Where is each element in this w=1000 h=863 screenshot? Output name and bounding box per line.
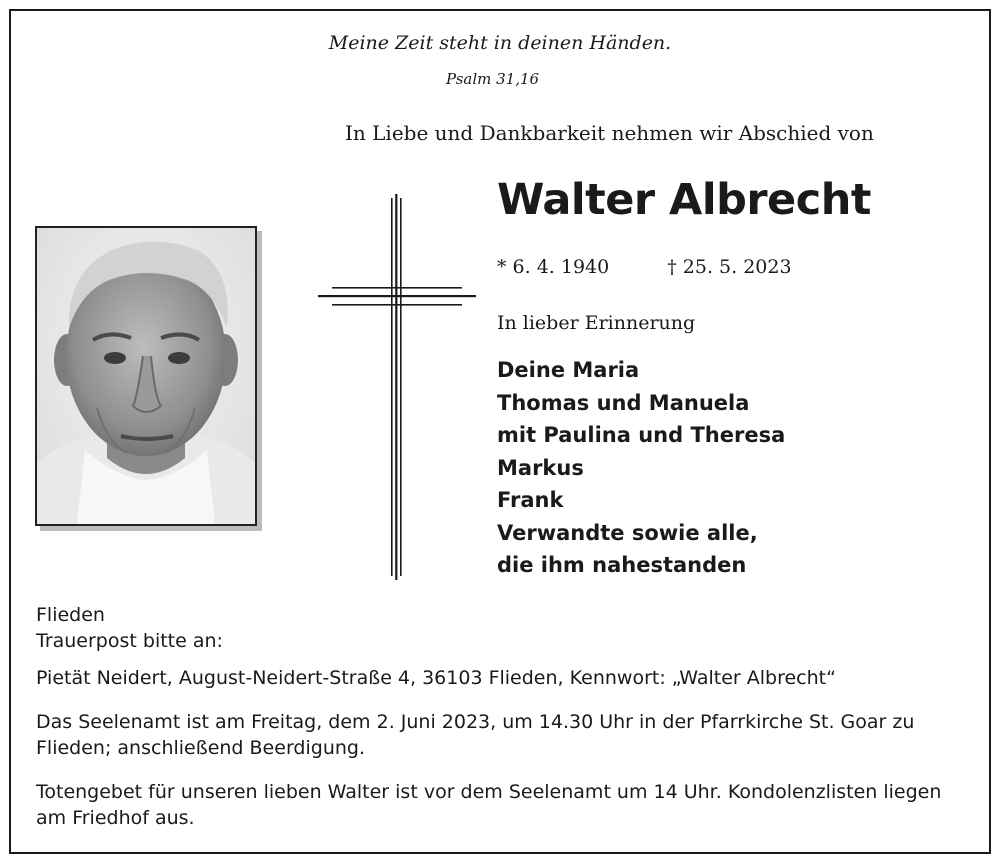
cross-icon xyxy=(318,194,476,580)
portrait-illustration xyxy=(37,228,255,524)
birth-date: * 6. 4. 1940 xyxy=(497,256,610,278)
intro-text: In Liebe und Dankbarkeit nehmen wir Abschied von xyxy=(345,121,874,145)
location: Flieden xyxy=(36,604,105,626)
mourner-item: mit Paulina und Theresa xyxy=(497,423,786,447)
bible-quote: Meine Zeit steht in deinen Händen. xyxy=(328,32,672,54)
mourner-item: Verwandte sowie alle, xyxy=(497,520,758,545)
portrait-photo xyxy=(35,226,257,526)
mourner-item: Markus xyxy=(497,455,584,480)
service-info: Das Seelenamt ist am Freitag, dem 2. Juni 2023, um 14.30 Uhr in der Pfarrkirche St. Goar zu Flieden; anschließend Beerdigung. xyxy=(36,711,915,759)
mourner-item: Deine Maria xyxy=(497,358,640,382)
death-date: † 25. 5. 2023 xyxy=(667,256,792,278)
post-address: Pietät Neidert, August-Neidert-Straße 4, 36103 Flieden, Kennwort: „Walter Albrecht“ xyxy=(36,667,836,689)
mourner-item: die ihm nahestanden xyxy=(497,553,747,577)
post-label: Trauerpost bitte an: xyxy=(36,630,223,652)
mourner-item: Frank xyxy=(497,488,564,512)
deceased-name: Walter Albrecht xyxy=(497,175,871,225)
prayer-info: Totengebet für unseren lieben Walter ist vor dem Seelenamt um 14 Uhr. Kondolenzlisten liegen am Friedhof aus. xyxy=(36,781,942,829)
memory-line: In lieber Erinnerung xyxy=(497,312,696,334)
mourner-list xyxy=(497,354,785,582)
life-dates xyxy=(497,256,792,278)
mourner-item: Thomas und Manuela xyxy=(497,390,750,415)
bible-reference: Psalm 31,16 xyxy=(446,70,540,88)
